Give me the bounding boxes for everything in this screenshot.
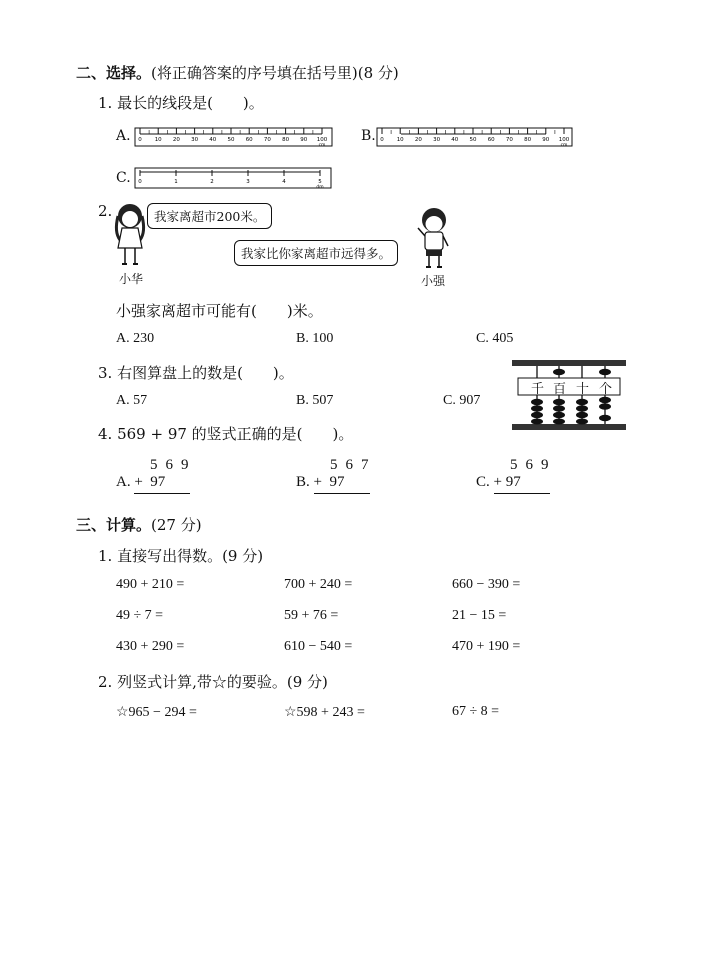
ruler-b-tick-label: 50 bbox=[469, 137, 477, 143]
ruler-c-tick-label: 5 bbox=[318, 179, 322, 185]
ruler-a-tick-label: 70 bbox=[263, 137, 271, 143]
calc-item: 21 − 15 = bbox=[452, 608, 507, 623]
calc-item: 470 + 190 = bbox=[452, 639, 521, 654]
question-1-text: 1. 最长的线段是( )。 bbox=[98, 94, 264, 112]
vertical-a-label: A. bbox=[116, 474, 131, 490]
question-2-number: 2. bbox=[98, 202, 113, 220]
ruler-b-tick-label: 70 bbox=[505, 137, 513, 143]
section-2-heading bbox=[76, 62, 399, 83]
abacus-label-shi: 十 bbox=[576, 382, 590, 397]
ruler-a-tick-label: 40 bbox=[209, 137, 217, 143]
speech-bubble-xiaohua: 我家离超市200米。 bbox=[147, 203, 272, 229]
ruler-b-tick-label: 80 bbox=[524, 137, 532, 143]
abacus-label-bai: 百 bbox=[553, 382, 567, 397]
vertical-a-bottom: + 97 bbox=[134, 474, 166, 490]
vertical-c-rule bbox=[494, 493, 550, 494]
section-3-heading bbox=[76, 514, 202, 535]
question-2-text: 小强家离超市可能有( )米。 bbox=[116, 302, 323, 320]
calc-question-2-text: 2. 列竖式计算,带☆的要验。(9 分) bbox=[98, 673, 328, 691]
vertical-b-bottom: + 97 bbox=[313, 474, 345, 490]
vertical-option-b bbox=[296, 457, 377, 491]
q2-option-b: B. 100 bbox=[296, 331, 334, 346]
abacus bbox=[512, 358, 626, 432]
section-3-title: 三、计算。 bbox=[76, 516, 152, 534]
ruler-c-tick-label: 2 bbox=[210, 179, 214, 185]
ruler-a-tick-label: 90 bbox=[300, 137, 308, 143]
vertical-calc-item: ☆598 + 243 = bbox=[284, 705, 365, 720]
q3-option-a: A. 57 bbox=[116, 393, 148, 408]
ruler-a-tick-label: 0 bbox=[138, 137, 142, 143]
calc-item: 430 + 290 = bbox=[116, 639, 185, 654]
vertical-option-a bbox=[116, 457, 197, 491]
vertical-a-top: 569 bbox=[150, 457, 197, 473]
ruler-c-tick-label: 3 bbox=[246, 179, 250, 185]
question-4-text: 4. 569 + 97 的竖式正确的是( )。 bbox=[98, 425, 354, 443]
girl-figure bbox=[112, 202, 148, 270]
ruler-b-tick-label: 20 bbox=[414, 137, 422, 143]
ruler-b-tick-label: 40 bbox=[451, 137, 459, 143]
section-3-note: (27 分) bbox=[151, 516, 202, 534]
calc-item: 490 + 210 = bbox=[116, 577, 185, 592]
ruler-a bbox=[134, 120, 334, 148]
calc-item: 700 + 240 = bbox=[284, 577, 353, 592]
ruler-b-tick-label: 10 bbox=[396, 137, 404, 143]
q2-option-c: C. 405 bbox=[476, 331, 514, 346]
ruler-a-tick-label: 30 bbox=[191, 137, 199, 143]
vertical-option-c bbox=[476, 457, 557, 491]
ruler-b-tick-label: 100 bbox=[558, 137, 570, 143]
q2-option-a: A. 230 bbox=[116, 331, 155, 346]
ruler-b-unit: cm bbox=[560, 143, 568, 148]
abacus-label-ge: 个 bbox=[599, 382, 613, 397]
ruler-c bbox=[134, 162, 334, 190]
calc-item: 660 − 390 = bbox=[452, 577, 521, 592]
ruler-c-unit: dm bbox=[316, 185, 324, 190]
boy-name: 小强 bbox=[421, 274, 446, 288]
abacus-label-qian: 千 bbox=[531, 382, 545, 397]
vertical-c-top: 569 bbox=[510, 457, 557, 473]
ruler-a-tick-label: 60 bbox=[245, 137, 253, 143]
ruler-a-tick-label: 100 bbox=[316, 137, 328, 143]
section-2-note: (将正确答案的序号填在括号里)(8 分) bbox=[151, 64, 399, 82]
ruler-b-tick-label: 90 bbox=[542, 137, 550, 143]
question-3-text: 3. 右图算盘上的数是( )。 bbox=[98, 364, 294, 382]
vertical-a-rule bbox=[134, 493, 190, 494]
section-2-title: 二、选择。 bbox=[76, 64, 152, 82]
option-a-label: A. bbox=[116, 128, 131, 144]
ruler-b-tick-label: 30 bbox=[433, 137, 441, 143]
girl-name: 小华 bbox=[119, 272, 144, 286]
vertical-b-label: B. bbox=[296, 474, 310, 490]
calc-question-1-text: 1. 直接写出得数。(9 分) bbox=[98, 547, 264, 565]
option-b-label: B. bbox=[361, 128, 376, 144]
vertical-c-label: C. bbox=[476, 474, 490, 490]
ruler-c-tick-label: 0 bbox=[138, 179, 142, 185]
vertical-b-top: 567 bbox=[330, 457, 377, 473]
calc-item: 49 ÷ 7 = bbox=[116, 608, 164, 623]
vertical-b-rule bbox=[314, 493, 370, 494]
ruler-c-tick-label: 4 bbox=[282, 179, 286, 185]
ruler-a-tick-label: 80 bbox=[282, 137, 290, 143]
q3-option-b: B. 507 bbox=[296, 393, 334, 408]
ruler-a-tick-label: 20 bbox=[172, 137, 180, 143]
speech-bubble-xiaoqiang: 我家比你家离超市远得多。 bbox=[234, 240, 398, 266]
ruler-a-tick-label: 50 bbox=[227, 137, 235, 143]
calc-item: 59 + 76 = bbox=[284, 608, 339, 623]
ruler-b-tick-label: 60 bbox=[487, 137, 495, 143]
ruler-b-tick-label: 0 bbox=[380, 137, 384, 143]
q3-option-c: C. 907 bbox=[443, 393, 481, 408]
vertical-calc-item: ☆965 − 294 = bbox=[116, 705, 197, 720]
ruler-b bbox=[376, 120, 574, 148]
calc-item: 610 − 540 = bbox=[284, 639, 353, 654]
option-c-label: C. bbox=[116, 170, 131, 186]
vertical-calc-item: 67 ÷ 8 = bbox=[452, 704, 500, 719]
boy-figure bbox=[414, 206, 454, 272]
ruler-c-tick-label: 1 bbox=[174, 179, 178, 185]
ruler-a-unit: cm bbox=[318, 143, 326, 148]
ruler-a-tick-label: 10 bbox=[154, 137, 162, 143]
vertical-c-bottom: + 97 bbox=[493, 474, 521, 490]
